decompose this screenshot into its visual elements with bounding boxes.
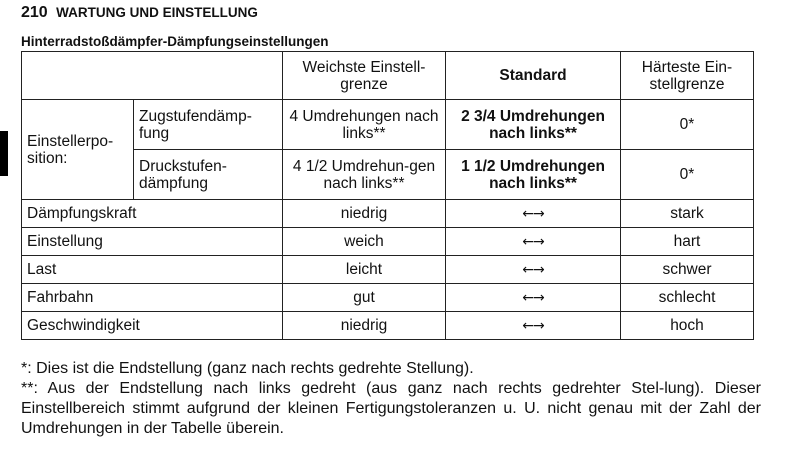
row-label: Dämpfungskraft: [22, 200, 283, 228]
compression-standard-value: 1 1/2 Umdrehungen nach links**: [446, 150, 621, 200]
footnote-end-position: *: Dies ist die Endstellung (ganz nach rechts gedrehte Stellung).: [21, 360, 474, 377]
rebound-hardest-value: 0*: [621, 100, 754, 150]
row-hard-value: schwer: [621, 256, 754, 284]
row-soft-value: niedrig: [283, 200, 446, 228]
page-number: 210: [21, 4, 48, 21]
section-tab-marker: [0, 131, 8, 176]
row-hard-value: stark: [621, 200, 754, 228]
header-softest-limit: Weichste Einstell-grenze: [283, 52, 446, 100]
table-title: Hinterradstoßdämpfer-Dämpfungseinstellungen: [21, 34, 329, 49]
compression-softest-value: 4 1/2 Umdrehun-gen nach links**: [283, 150, 446, 200]
row-soft-value: niedrig: [283, 312, 446, 340]
table-header-row: [22, 52, 754, 100]
header-standard: Standard: [446, 52, 621, 100]
double-arrow-icon: ←→: [522, 317, 544, 334]
row-hard-value: schlecht: [621, 284, 754, 312]
rebound-damping-label: Zugstufendämp-fung: [134, 100, 283, 150]
row-hard-value: hart: [621, 228, 754, 256]
row-label: Fahrbahn: [22, 284, 283, 312]
row-label: Geschwindigkeit: [22, 312, 283, 340]
double-arrow-icon: ←→: [522, 205, 544, 222]
table-row: [22, 312, 754, 340]
table-row: [22, 200, 754, 228]
table-row: [22, 256, 754, 284]
rebound-damping-row: [22, 100, 754, 150]
row-soft-value: gut: [283, 284, 446, 312]
table-row: [22, 228, 754, 256]
row-soft-value: leicht: [283, 256, 446, 284]
footnotes: [21, 359, 761, 439]
footnote-turns: **: Aus der Endstellung nach links gedreht (aus ganz nach rechts gedrehter Stel-lung). Dieser Einstellbereich stimmt aufgrund der kleinen Fertigungstoleranzen u. U. nicht genau mit der Zahl der Umdrehungen in der Tabelle überein.: [21, 380, 761, 437]
rebound-standard-value: 2 3/4 Umdrehungen nach links**: [446, 100, 621, 150]
row-label: Last: [22, 256, 283, 284]
row-hard-value: hoch: [621, 312, 754, 340]
adjuster-position-label: Einstellerpo-sition:: [22, 100, 134, 200]
section-title: WARTUNG UND EINSTELLUNG: [56, 5, 258, 20]
row-soft-value: weich: [283, 228, 446, 256]
table-row: [22, 284, 754, 312]
compression-damping-label: Druckstufen-dämpfung: [134, 150, 283, 200]
header-hardest-limit: Härteste Ein-stellgrenze: [621, 52, 754, 100]
damping-settings-table: [21, 51, 754, 340]
header-empty-cell: [22, 52, 283, 100]
double-arrow-icon: ←→: [522, 233, 544, 250]
rebound-softest-value: 4 Umdrehungen nach links**: [283, 100, 446, 150]
double-arrow-icon: ←→: [522, 289, 544, 306]
row-label: Einstellung: [22, 228, 283, 256]
page-header: [21, 4, 258, 22]
compression-hardest-value: 0*: [621, 150, 754, 200]
double-arrow-icon: ←→: [522, 261, 544, 278]
